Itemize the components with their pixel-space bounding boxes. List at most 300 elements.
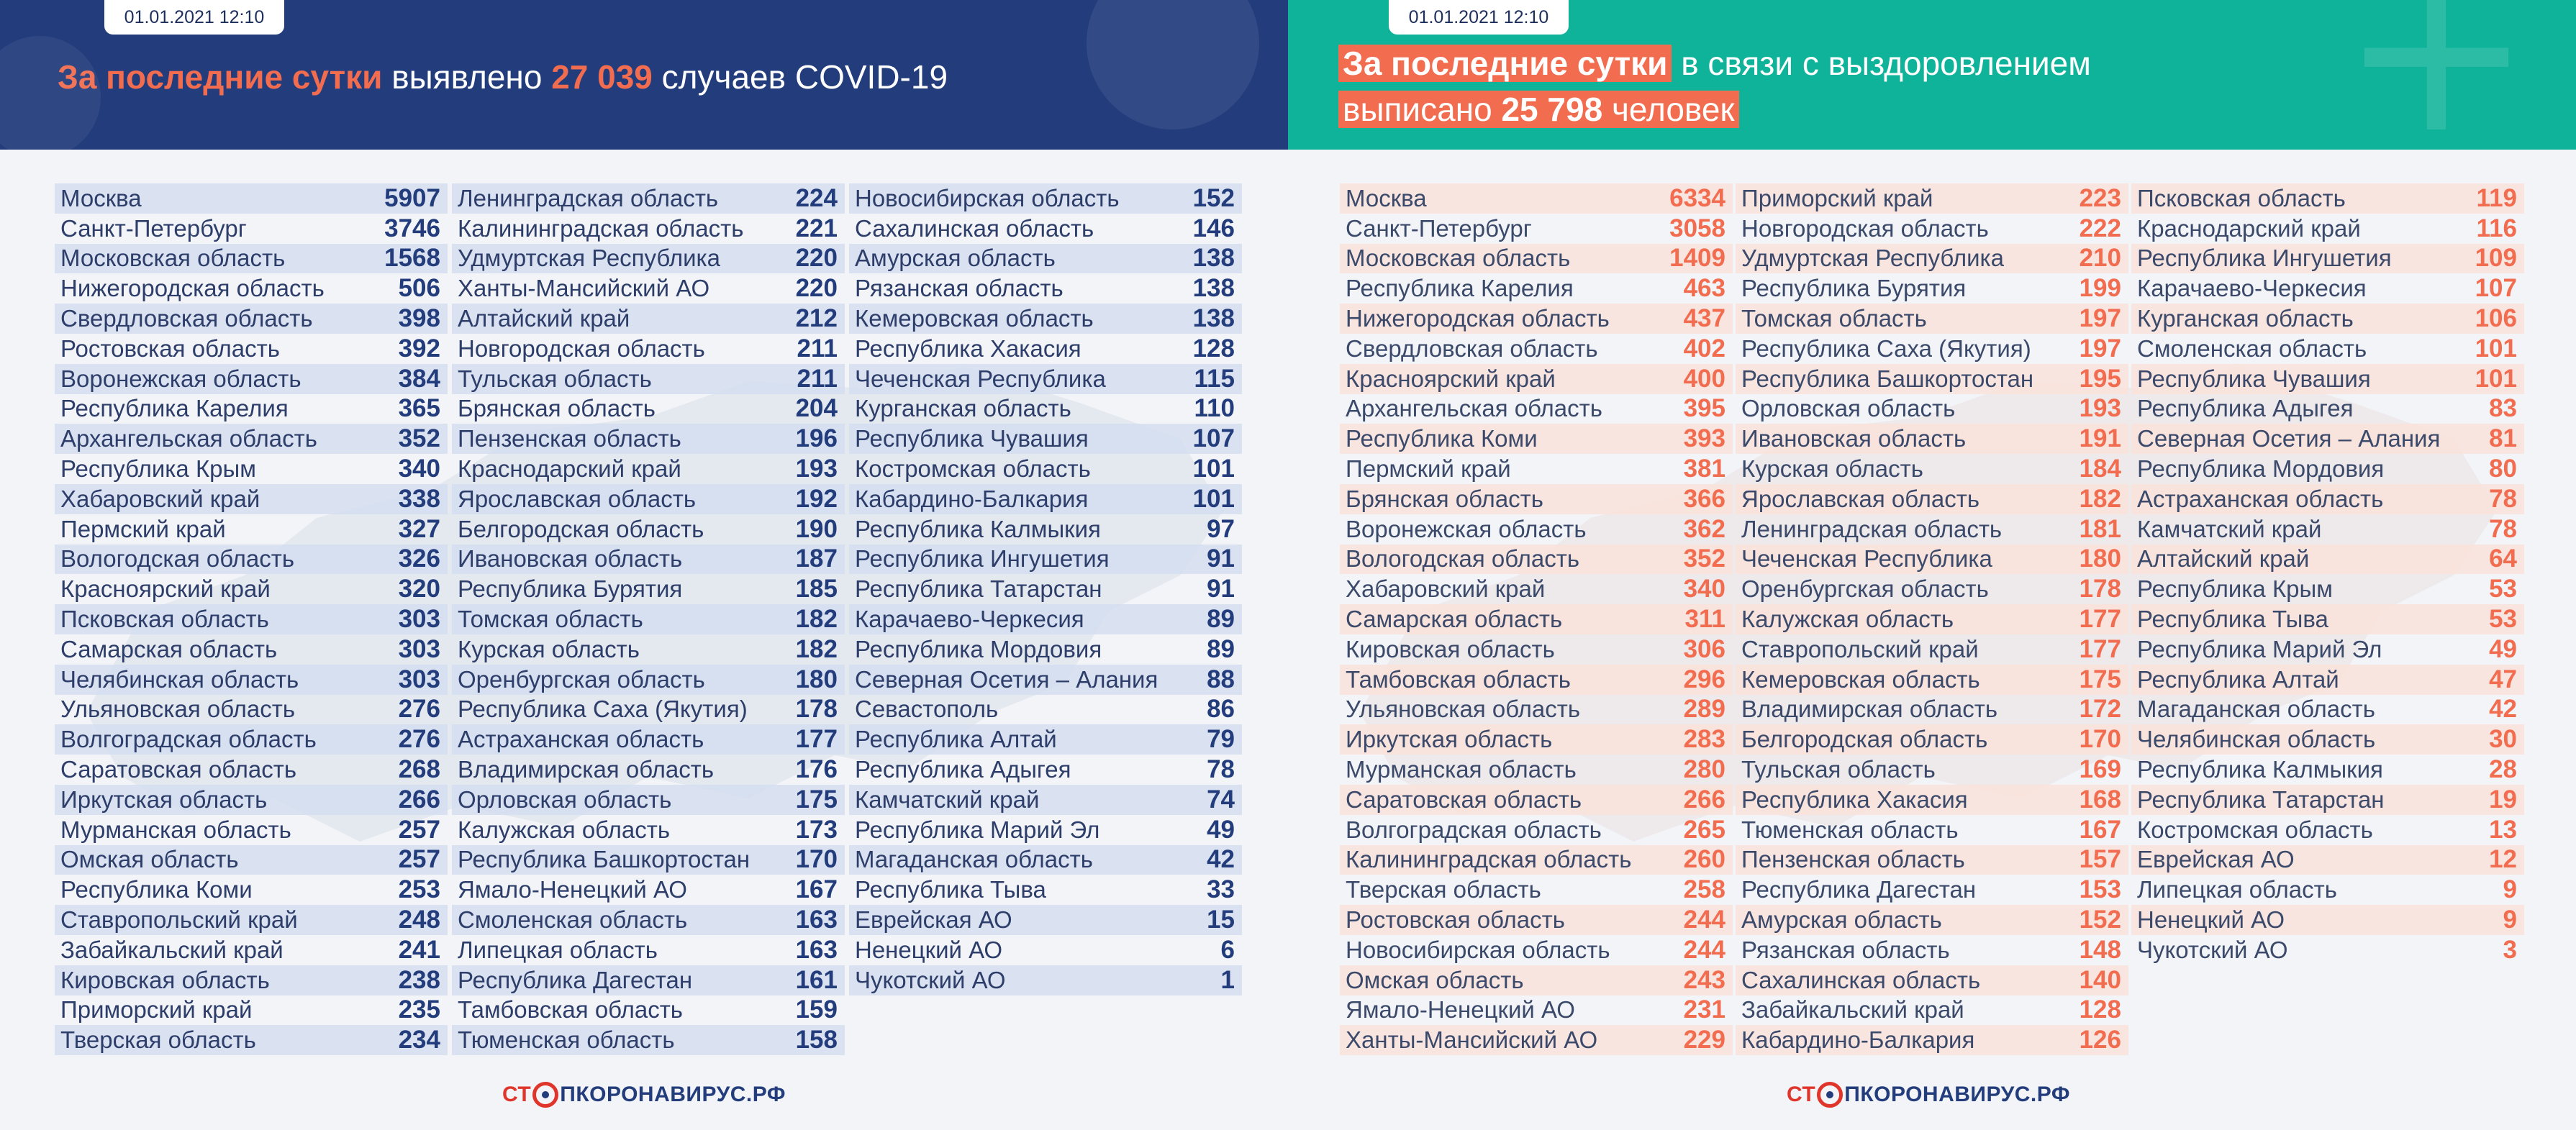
region-value: 182 — [795, 605, 838, 634]
region-value: 128 — [2079, 995, 2121, 1024]
region-name: Чукотский АО — [855, 966, 1006, 993]
region-name: Псковская область — [2137, 184, 2346, 211]
region-value: 182 — [795, 634, 838, 663]
region-value: 89 — [1207, 634, 1235, 663]
region-row — [55, 514, 448, 545]
region-value: 204 — [795, 394, 838, 423]
region-name: Северная Осетия – Алания — [855, 665, 1158, 693]
region-row — [452, 304, 845, 334]
region-name: Липецкая область — [458, 936, 658, 963]
region-row — [1736, 545, 2128, 575]
region-name: Чеченская Республика — [855, 365, 1106, 392]
region-value: 158 — [795, 1026, 838, 1054]
region-name: Республика Башкортостан — [458, 846, 750, 873]
region-value: 106 — [2475, 304, 2517, 333]
region-name: Пермский край — [60, 515, 226, 542]
region-value: 311 — [1684, 605, 1725, 634]
region-value: 152 — [2079, 906, 2121, 934]
region-name: Удмуртская Республика — [458, 245, 721, 272]
region-name: Еврейская АО — [855, 906, 1012, 934]
region-name: Республика Коми — [60, 876, 253, 903]
region-name: Брянская область — [458, 395, 656, 422]
region-value: 506 — [398, 274, 440, 303]
region-row — [1340, 665, 1733, 695]
region-value: 257 — [398, 845, 440, 874]
region-value: 384 — [398, 364, 440, 393]
region-value: 81 — [2489, 424, 2517, 453]
region-row — [1736, 845, 2128, 875]
cases-column-3 — [849, 183, 1242, 995]
region-value: 33 — [1207, 875, 1235, 904]
region-value: 177 — [2079, 634, 2121, 663]
region-value: 327 — [398, 514, 440, 543]
region-row — [1340, 183, 1733, 214]
region-row — [1340, 785, 1733, 815]
region-name: Кемеровская область — [1741, 665, 1980, 693]
region-name: Чукотский АО — [2137, 936, 2288, 963]
region-name: Новгородская область — [458, 334, 705, 362]
region-row — [849, 364, 1242, 394]
region-row — [1340, 845, 1733, 875]
region-value: 1 — [1220, 965, 1235, 994]
region-name: Ивановская область — [1741, 425, 1967, 452]
region-value: 395 — [1683, 394, 1725, 423]
region-row — [1340, 875, 1733, 905]
region-row — [1736, 484, 2128, 514]
region-row — [849, 545, 1242, 575]
region-value: 168 — [2079, 785, 2121, 814]
region-value: 101 — [2475, 364, 2517, 393]
region-name: Свердловская область — [60, 305, 313, 332]
region-name: Астраханская область — [2137, 485, 2384, 512]
region-value: 12 — [2489, 845, 2517, 874]
region-value: 79 — [1207, 725, 1235, 754]
region-value: 15 — [1207, 906, 1235, 934]
region-name: Тюменская область — [458, 1026, 675, 1054]
region-row — [452, 364, 845, 394]
region-row — [1736, 634, 2128, 665]
region-value: 260 — [1683, 845, 1725, 874]
region-value: 193 — [2079, 394, 2121, 423]
region-row — [849, 845, 1242, 875]
region-value: 366 — [1683, 484, 1725, 513]
region-name: Ямало-Ненецкий АО — [1346, 996, 1575, 1024]
region-name: Самарская область — [1346, 606, 1563, 633]
region-name: Ивановская область — [458, 545, 683, 573]
region-value: 268 — [398, 755, 440, 784]
region-value: 340 — [398, 455, 440, 483]
region-row — [1736, 905, 2128, 935]
region-name: Санкт-Петербург — [1346, 214, 1532, 242]
region-row — [1340, 424, 1733, 454]
region-value: 326 — [398, 545, 440, 573]
region-row — [452, 484, 845, 514]
region-row — [1736, 424, 2128, 454]
region-name: Тульская область — [1741, 756, 1936, 783]
region-value: 280 — [1683, 755, 1725, 784]
region-row — [849, 965, 1242, 995]
region-name: Новгородская область — [1741, 214, 1989, 242]
region-name: Республика Чувашия — [855, 425, 1089, 452]
region-value: 177 — [795, 725, 838, 754]
headline-count: 27 039 — [551, 58, 653, 96]
region-name: Томская область — [458, 606, 643, 633]
region-value: 53 — [2489, 575, 2517, 603]
region-row — [2131, 875, 2524, 905]
region-name: Карачаево-Черкесия — [855, 606, 1084, 633]
region-value: 176 — [795, 755, 838, 784]
headline-text: выявлено — [382, 58, 552, 96]
region-row — [1736, 665, 2128, 695]
region-value: 463 — [1683, 274, 1725, 303]
region-name: Забайкальский край — [1741, 996, 1964, 1024]
region-row — [2131, 695, 2524, 725]
region-name: Республика Татарстан — [855, 575, 1102, 603]
region-row — [2131, 304, 2524, 334]
region-name: Ульяновская область — [60, 696, 296, 723]
region-row — [55, 815, 448, 845]
region-value: 167 — [2079, 815, 2121, 844]
recoveries-header — [1288, 0, 2576, 150]
region-name: Республика Алтай — [855, 726, 1057, 753]
region-row — [452, 514, 845, 545]
region-row — [55, 1025, 448, 1055]
region-row — [1736, 574, 2128, 604]
region-row — [2131, 514, 2524, 545]
region-value: 190 — [795, 514, 838, 543]
region-row — [849, 424, 1242, 454]
region-row — [452, 755, 845, 785]
region-value: 49 — [1207, 815, 1235, 844]
region-value: 220 — [795, 274, 838, 303]
region-name: Республика Карелия — [1346, 275, 1574, 302]
region-value: 109 — [2475, 244, 2517, 273]
region-row — [849, 875, 1242, 905]
virus-icon — [532, 1082, 558, 1108]
region-row — [55, 935, 448, 965]
region-name: Воронежская область — [60, 365, 301, 392]
region-row — [55, 724, 448, 755]
region-name: Амурская область — [855, 245, 1056, 272]
region-value: 78 — [2489, 484, 2517, 513]
region-row — [55, 424, 448, 454]
region-row — [55, 665, 448, 695]
recoveries-headline — [1338, 40, 2091, 133]
region-name: Кабардино-Балкария — [1741, 1026, 1975, 1054]
region-row — [1736, 273, 2128, 304]
region-name: Республика Ингушетия — [2137, 245, 2392, 272]
region-row — [849, 244, 1242, 274]
region-name: Амурская область — [1741, 906, 1942, 934]
region-value: 265 — [1683, 815, 1725, 844]
region-name: Республика Ингушетия — [855, 545, 1110, 573]
region-value: 266 — [1683, 785, 1725, 814]
region-name: Ростовская область — [1346, 906, 1565, 934]
region-value: 223 — [2079, 183, 2121, 212]
region-value: 170 — [795, 845, 838, 874]
region-row — [849, 785, 1242, 815]
region-row — [1340, 695, 1733, 725]
region-name: Ставропольский край — [60, 906, 298, 934]
region-value: 185 — [795, 575, 838, 603]
region-value: 276 — [398, 725, 440, 754]
region-name: Ульяновская область — [1346, 696, 1581, 723]
region-name: Московская область — [1346, 245, 1571, 272]
region-name: Калининградская область — [1346, 846, 1632, 873]
region-name: Ненецкий АО — [2137, 906, 2285, 934]
region-name: Астраханская область — [458, 726, 704, 753]
region-value: 248 — [398, 906, 440, 934]
region-value: 107 — [1192, 424, 1235, 453]
region-value: 115 — [1194, 364, 1235, 393]
region-value: 101 — [1192, 455, 1235, 483]
region-row — [452, 214, 845, 244]
region-row — [849, 304, 1242, 334]
headline-text: в связи с выздоровлением — [1672, 45, 2091, 82]
region-name: Ненецкий АО — [855, 936, 1003, 963]
region-value: 19 — [2489, 785, 2517, 814]
region-row — [1340, 905, 1733, 935]
region-value: 187 — [795, 545, 838, 573]
region-row — [2131, 785, 2524, 815]
region-row — [55, 394, 448, 424]
region-name: Омская область — [1346, 966, 1524, 993]
region-row — [452, 905, 845, 935]
region-value: 172 — [2079, 695, 2121, 724]
region-row — [55, 875, 448, 905]
region-value: 402 — [1683, 334, 1725, 363]
region-name: Хабаровский край — [1346, 575, 1546, 603]
region-name: Еврейская АО — [2137, 846, 2295, 873]
recoveries-column-2 — [1736, 183, 2128, 1055]
region-row — [2131, 755, 2524, 785]
region-name: Республика Татарстан — [2137, 785, 2385, 813]
region-row — [1340, 514, 1733, 545]
region-value: 276 — [398, 695, 440, 724]
region-value: 338 — [398, 484, 440, 513]
region-value: 181 — [2079, 514, 2121, 543]
region-row — [1340, 815, 1733, 845]
region-value: 30 — [2489, 725, 2517, 754]
region-name: Москва — [60, 184, 142, 211]
region-name: Псковская область — [60, 606, 269, 633]
region-name: Белгородская область — [1741, 726, 1988, 753]
region-name: Республика Коми — [1346, 425, 1538, 452]
region-value: 175 — [795, 785, 838, 814]
region-row — [2131, 183, 2524, 214]
region-value: 178 — [2079, 575, 2121, 603]
region-value: 138 — [1192, 304, 1235, 333]
stopcoronavirus-logo[interactable]: СТ ПКОРОНАВИРУС.РФ — [502, 1083, 786, 1106]
region-name: Тульская область — [458, 365, 652, 392]
region-value: 184 — [2079, 455, 2121, 483]
region-name: Пермский край — [1346, 455, 1511, 483]
region-row — [55, 755, 448, 785]
region-name: Ярославская область — [1741, 485, 1980, 512]
region-row — [1736, 935, 2128, 965]
region-value: 91 — [1207, 575, 1235, 603]
region-value: 91 — [1207, 545, 1235, 573]
region-name: Республика Мордовия — [855, 635, 1102, 662]
region-value: 116 — [2476, 214, 2517, 242]
region-name: Рязанская область — [855, 275, 1063, 302]
region-value: 306 — [1683, 634, 1725, 663]
region-row — [452, 875, 845, 905]
region-value: 88 — [1207, 665, 1235, 693]
region-value: 169 — [2079, 755, 2121, 784]
headline-count: 25 798 — [1501, 91, 1603, 129]
region-row — [1736, 785, 2128, 815]
region-value: 296 — [1683, 665, 1725, 693]
region-value: 238 — [398, 965, 440, 994]
region-name: Курганская область — [2137, 305, 2354, 332]
region-name: Республика Крым — [60, 455, 256, 483]
region-row — [1340, 995, 1733, 1026]
region-value: 231 — [1683, 995, 1725, 1024]
region-name: Тверская область — [1346, 876, 1541, 903]
region-name: Вологодская область — [1346, 545, 1580, 573]
region-name: Камчатский край — [855, 785, 1040, 813]
region-value: 47 — [2489, 665, 2517, 693]
region-value: 182 — [2079, 484, 2121, 513]
region-name: Республика Дагестан — [458, 966, 693, 993]
region-row — [1736, 695, 2128, 725]
region-name: Саратовская область — [1346, 785, 1582, 813]
region-row — [452, 183, 845, 214]
region-row — [2131, 634, 2524, 665]
region-value: 157 — [2079, 845, 2121, 874]
region-value: 210 — [2079, 244, 2121, 273]
region-value: 229 — [1683, 1026, 1725, 1054]
region-row — [55, 334, 448, 364]
recoveries-panel — [1288, 0, 2576, 1130]
region-name: Республика Бурятия — [1741, 275, 1967, 302]
region-value: 42 — [1207, 845, 1235, 874]
region-row — [1340, 244, 1733, 274]
region-value: 196 — [795, 424, 838, 453]
region-name: Рязанская область — [1741, 936, 1950, 963]
region-row — [1736, 454, 2128, 484]
region-value: 235 — [398, 995, 440, 1024]
region-name: Новосибирская область — [855, 184, 1120, 211]
region-row — [849, 514, 1242, 545]
region-name: Приморский край — [60, 996, 253, 1024]
region-value: 78 — [1207, 755, 1235, 784]
region-name: Кировская область — [60, 966, 270, 993]
region-row — [452, 995, 845, 1026]
region-row — [2131, 484, 2524, 514]
region-value: 243 — [1683, 965, 1725, 994]
region-value: 175 — [2079, 665, 2121, 693]
region-row — [2131, 424, 2524, 454]
region-value: 199 — [2079, 274, 2121, 303]
region-name: Республика Адыгея — [855, 756, 1071, 783]
region-name: Республика Калмыкия — [2137, 756, 2383, 783]
region-name: Орловская область — [1741, 395, 1956, 422]
region-value: 9 — [2503, 906, 2517, 934]
region-row — [452, 724, 845, 755]
region-row — [452, 935, 845, 965]
region-value: 138 — [1192, 274, 1235, 303]
region-row — [1340, 634, 1733, 665]
region-row — [1736, 875, 2128, 905]
region-value: 89 — [1207, 605, 1235, 634]
region-name: Красноярский край — [1346, 365, 1556, 392]
region-row — [55, 183, 448, 214]
region-name: Ярославская область — [458, 485, 697, 512]
region-value: 257 — [398, 815, 440, 844]
region-value: 400 — [1683, 364, 1725, 393]
region-row — [55, 484, 448, 514]
region-value: 352 — [1683, 545, 1725, 573]
region-name: Республика Хакасия — [855, 334, 1081, 362]
region-value: 177 — [2079, 605, 2121, 634]
region-row — [849, 183, 1242, 214]
region-value: 192 — [795, 484, 838, 513]
region-name: Архангельская область — [1346, 395, 1602, 422]
region-row — [1340, 304, 1733, 334]
region-name: Чеченская Республика — [1741, 545, 1992, 573]
region-value: 180 — [795, 665, 838, 693]
region-name: Пензенская область — [458, 425, 681, 452]
region-name: Москва — [1346, 184, 1427, 211]
region-name: Оренбургская область — [458, 665, 705, 693]
region-name: Республика Крым — [2137, 575, 2333, 603]
region-row — [452, 1025, 845, 1055]
region-name: Приморский край — [1741, 184, 1933, 211]
region-row — [2131, 574, 2524, 604]
region-row — [55, 454, 448, 484]
region-name: Вологодская область — [60, 545, 295, 573]
region-value: 244 — [1683, 935, 1725, 964]
region-name: Челябинская область — [60, 665, 299, 693]
headline-period: За последние сутки — [58, 58, 383, 96]
region-row — [452, 394, 845, 424]
region-row — [55, 244, 448, 274]
region-value: 3058 — [1669, 214, 1725, 242]
region-name: Воронежская область — [1346, 515, 1587, 542]
stopcoronavirus-logo[interactable]: СТ ПКОРОНАВИРУС.РФ — [1787, 1083, 2070, 1106]
region-row — [849, 905, 1242, 935]
region-row — [55, 965, 448, 995]
region-row — [1736, 334, 2128, 364]
region-row — [55, 695, 448, 725]
region-row — [55, 604, 448, 634]
region-name: Новосибирская область — [1346, 936, 1610, 963]
region-name: Алтайский край — [458, 305, 630, 332]
region-value: 6 — [1220, 935, 1235, 964]
region-row — [1736, 995, 2128, 1026]
region-name: Пензенская область — [1741, 846, 1965, 873]
region-row — [2131, 273, 2524, 304]
region-name: Забайкальский край — [60, 936, 284, 963]
region-name: Республика Тыва — [855, 876, 1046, 903]
region-name: Курганская область — [855, 395, 1071, 422]
region-value: 101 — [1192, 484, 1235, 513]
region-row — [452, 424, 845, 454]
region-name: Костромская область — [2137, 816, 2373, 843]
region-value: 3746 — [384, 214, 440, 242]
region-value: 193 — [795, 455, 838, 483]
region-value: 64 — [2489, 545, 2517, 573]
region-name: Алтайский край — [2137, 545, 2310, 573]
region-value: 97 — [1207, 514, 1235, 543]
region-row — [2131, 214, 2524, 244]
region-row — [1340, 965, 1733, 995]
region-row — [1340, 604, 1733, 634]
region-value: 381 — [1683, 455, 1725, 483]
region-row — [2131, 364, 2524, 394]
